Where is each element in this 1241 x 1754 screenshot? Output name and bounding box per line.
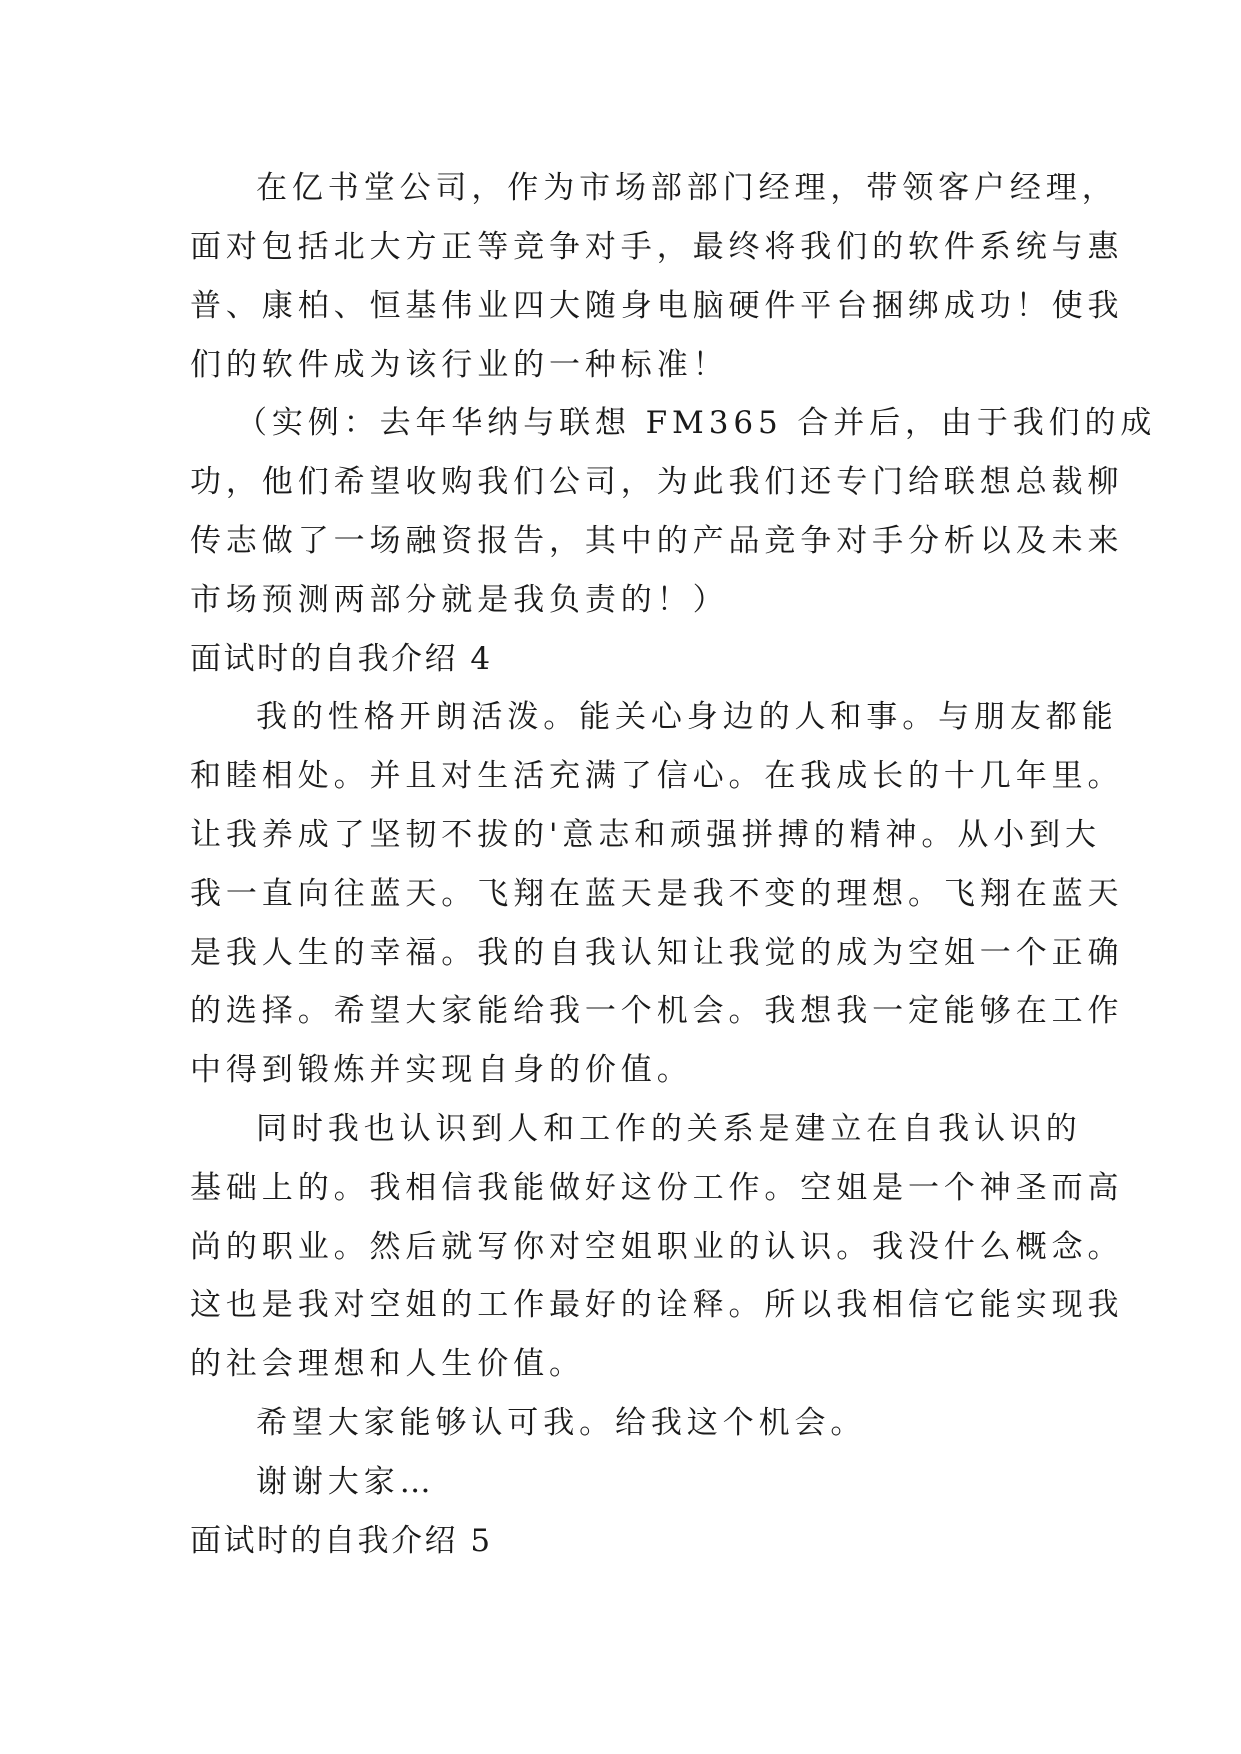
paragraph-line: 我一直向往蓝天。飞翔在蓝天是我不变的理想。飞翔在蓝天: [190, 876, 1124, 912]
paragraph-line: 尚的职业。然后就写你对空姐职业的认识。我没什么概念。: [190, 1229, 1124, 1265]
paragraph-line: 功，他们希望收购我们公司，为此我们还专门给联想总裁柳: [190, 464, 1124, 500]
paragraph-line: 中得到锻炼并实现自身的价值。: [190, 1052, 693, 1088]
paragraph-line: 的社会理想和人生价值。: [190, 1346, 585, 1382]
paragraph-line: 们的软件成为该行业的一种标准！: [190, 347, 729, 383]
paragraph-line: 谢谢大家…: [256, 1464, 436, 1500]
paragraph-line: 这也是我对空姐的工作最好的诠释。所以我相信它能实现我: [190, 1287, 1124, 1323]
paragraph-line: 基础上的。我相信我能做好这份工作。空姐是一个神圣而高: [190, 1170, 1124, 1206]
paragraph-line: 同时我也认识到人和工作的关系是建立在自我认识的: [256, 1111, 1082, 1147]
paragraph-line: 的选择。希望大家能给我一个机会。我想我一定能够在工作: [190, 993, 1124, 1029]
section-heading: 面试时的自我介绍 4: [190, 641, 493, 677]
paragraph-line: 普、康柏、恒基伟业四大随身电脑硬件平台捆绑成功！使我: [190, 288, 1124, 324]
paragraph-line: 面对包括北大方正等竞争对手，最终将我们的软件系统与惠: [190, 229, 1124, 265]
paragraph-line: （实例：去年华纳与联想 FM365 合并后，由于我们的成: [236, 405, 1157, 441]
section-heading: 面试时的自我介绍 5: [190, 1523, 493, 1559]
paragraph-line: 市场预测两部分就是我负责的！）: [190, 582, 729, 618]
paragraph-line: 希望大家能够认可我。给我这个机会。: [256, 1405, 867, 1441]
paragraph-line: 在亿书堂公司，作为市场部部门经理，带领客户经理，: [256, 170, 1118, 206]
paragraph-line: 传志做了一场融资报告，其中的产品竞争对手分析以及未来: [190, 523, 1124, 559]
paragraph-line: 让我养成了坚韧不拔的'意志和顽强拼搏的精神。从小到大: [190, 817, 1101, 853]
paragraph-line: 和睦相处。并且对生活充满了信心。在我成长的十几年里。: [190, 758, 1124, 794]
paragraph-line: 是我人生的幸福。我的自我认知让我觉的成为空姐一个正确: [190, 935, 1124, 971]
paragraph-line: 我的性格开朗活泼。能关心身边的人和事。与朋友都能: [256, 699, 1118, 735]
